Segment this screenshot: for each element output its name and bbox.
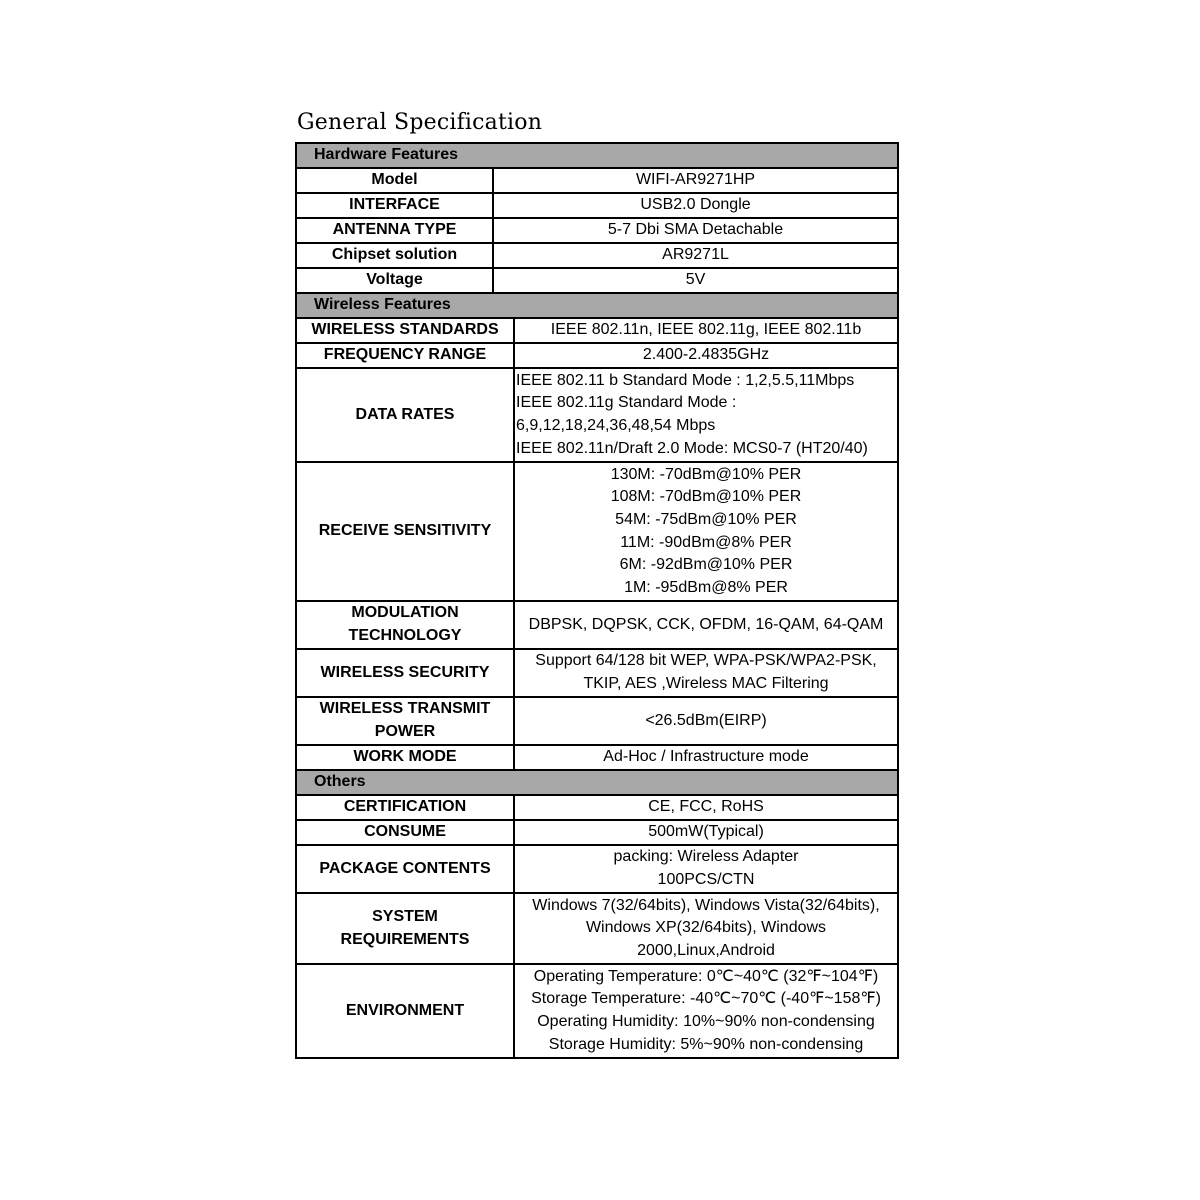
spec-row-sensitivity <box>296 462 898 601</box>
spec-label: CERTIFICATION <box>296 795 514 820</box>
spec-row-environment <box>296 964 898 1058</box>
spec-label: PACKAGE CONTENTS <box>296 845 514 893</box>
section-heading: Hardware Features <box>296 143 898 168</box>
spec-label: Voltage <box>296 268 493 293</box>
spec-label: Chipset solution <box>296 243 493 268</box>
spec-value: Windows 7(32/64bits), Windows Vista(32/64bits), Windows XP(32/64bits), Windows 2000,Linux,Android <box>514 893 898 964</box>
spec-row-frequency <box>296 343 898 368</box>
spec-row-voltage <box>296 268 898 293</box>
sensitivity-line: 108M: -70dBm@10% PER <box>610 488 802 506</box>
spec-row-data-rates <box>296 368 898 462</box>
spec-label: CONSUME <box>296 820 514 845</box>
spec-value <box>514 845 898 893</box>
spec-label: DATA RATES <box>296 368 514 462</box>
spec-row-modulation <box>296 601 898 649</box>
environment-line: Storage Temperature: -40℃~70℃ (-40℉~158℉) <box>531 990 881 1008</box>
section-header-hardware <box>296 143 898 168</box>
spec-row-transmit-power <box>296 697 898 745</box>
spec-label: ANTENNA TYPE <box>296 218 493 243</box>
spec-label: ENVIRONMENT <box>296 964 514 1058</box>
spec-label: WORK MODE <box>296 745 514 770</box>
spec-value <box>514 368 898 462</box>
spec-value <box>514 462 898 601</box>
spec-value: Support 64/128 bit WEP, WPA-PSK/WPA2-PSK, TKIP, AES ,Wireless MAC Filtering <box>514 649 898 697</box>
spec-label: WIRELESS TRANSMIT POWER <box>296 697 514 745</box>
spec-label: INTERFACE <box>296 193 493 218</box>
spec-row-model <box>296 168 898 193</box>
sensitivity-line: 54M: -75dBm@10% PER <box>615 510 797 528</box>
spec-value: AR9271L <box>493 243 898 268</box>
spec-value: 5-7 Dbi SMA Detachable <box>493 218 898 243</box>
spec-label: FREQUENCY RANGE <box>296 343 514 368</box>
section-heading: Wireless Features <box>296 293 898 318</box>
spec-row-consume <box>296 820 898 845</box>
spec-value: WIFI-AR9271HP <box>493 168 898 193</box>
spec-value: IEEE 802.11n, IEEE 802.11g, IEEE 802.11b <box>514 318 898 343</box>
spec-row-package <box>296 845 898 893</box>
spec-value <box>514 964 898 1058</box>
spec-row-interface <box>296 193 898 218</box>
spec-label: MODULATION TECHNOLOGY <box>296 601 514 649</box>
environment-line: Storage Humidity: 5%~90% non-condensing <box>548 1035 864 1053</box>
environment-line: Operating Temperature: 0℃~40℃ (32℉~104℉) <box>533 967 879 985</box>
sensitivity-line: 1M: -95dBm@8% PER <box>624 578 788 596</box>
spec-row-standards <box>296 318 898 343</box>
spec-row-work-mode <box>296 745 898 770</box>
spec-row-certification <box>296 795 898 820</box>
sensitivity-line: 11M: -90dBm@8% PER <box>620 533 792 551</box>
section-heading: Others <box>296 770 898 795</box>
spec-row-antenna <box>296 218 898 243</box>
page-title: General Specification <box>297 110 543 135</box>
sensitivity-line: 6M: -92dBm@10% PER <box>619 556 793 574</box>
spec-value: <26.5dBm(EIRP) <box>514 697 898 745</box>
package-line: 100PCS/CTN <box>657 871 755 888</box>
spec-row-chipset <box>296 243 898 268</box>
spec-value: 2.400-2.4835GHz <box>514 343 898 368</box>
spec-label: SYSTEM REQUIREMENTS <box>296 893 514 964</box>
spec-label: RECEIVE SENSITIVITY <box>296 462 514 601</box>
package-line: packing: Wireless Adapter <box>613 848 799 866</box>
spec-table <box>295 142 899 1059</box>
spec-value: Ad-Hoc / Infrastructure mode <box>514 745 898 770</box>
spec-row-system <box>296 893 898 964</box>
section-header-wireless <box>296 293 898 318</box>
data-rate-line: IEEE 802.11g Standard Mode : 6,9,12,18,24,36,48,54 Mbps <box>516 394 737 434</box>
spec-row-security <box>296 649 898 697</box>
section-header-others <box>296 770 898 795</box>
spec-label: WIRELESS STANDARDS <box>296 318 514 343</box>
environment-line: Operating Humidity: 10%~90% non-condensing <box>537 1013 875 1030</box>
spec-value: 5V <box>493 268 898 293</box>
data-rate-line: IEEE 802.11 b Standard Mode : 1,2,5.5,11Mbps <box>516 371 855 389</box>
spec-value: DBPSK, DQPSK, CCK, OFDM, 16-QAM, 64-QAM <box>514 601 898 649</box>
spec-label: WIRELESS SECURITY <box>296 649 514 697</box>
data-rate-line: IEEE 802.11n/Draft 2.0 Mode: MCS0-7 (HT20/40) <box>516 439 868 457</box>
spec-label: Model <box>296 168 493 193</box>
spec-value: CE, FCC, RoHS <box>514 795 898 820</box>
spec-value: USB2.0 Dongle <box>493 193 898 218</box>
sensitivity-line: 130M: -70dBm@10% PER <box>610 465 802 483</box>
spec-value: 500mW(Typical) <box>514 820 898 845</box>
